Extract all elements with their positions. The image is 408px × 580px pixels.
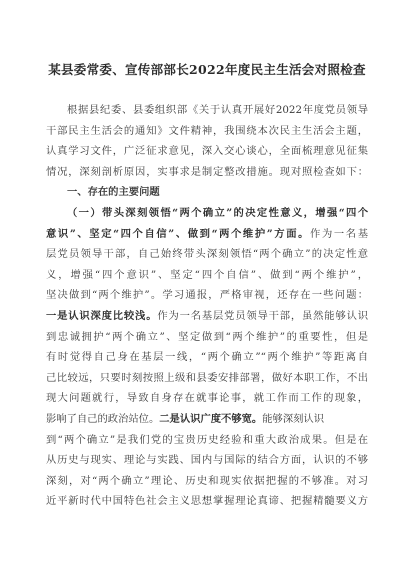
point-1-line-1 — [46, 306, 368, 327]
body-line-1: 层党员领导干部，自己始终带头深刻领悟“两个确立”的决定性意 — [46, 248, 368, 261]
subsection-heading-line-2 — [46, 224, 368, 245]
point-2-line-2: 到“两个确立”是我们党的宝贵历史经验和重大政治成果。但是在 — [46, 433, 368, 446]
intro-line-3: 认真学习文件，广泛征求意见，深入交心谈心，全面梳理意见征集 — [46, 145, 368, 158]
point-1-line-3: 有时觉得自己身在基层一线，“两个确立”“两个维护”等距离自 — [46, 351, 368, 364]
document-title: 某县委常委、宣传部部长2022年度民主生活会对照检查 — [48, 62, 366, 77]
point-1-line-1-rest: 作为一名基层党员领导干部，虽然能够认识 — [157, 309, 368, 322]
point-2-line-5: 近平新时代中国特色社会主义思想掌握理论真谛、把握精髓要义方 — [46, 495, 368, 508]
point-1-lead: 一是认识深度比较浅。 — [46, 309, 158, 322]
intro-line-1: 根据县纪委、县委组织部《关于认真开展好2022年度党员领导 — [67, 104, 368, 116]
point-1-line-2: 到忠诚拥护“两个确立”、坚定做到“两个维护”的重要性，但是 — [46, 330, 368, 343]
point-1-line-4: 己比较远，只要时刻按照上级和县委安排部署，做好本职工作，不出 — [46, 371, 368, 384]
point-1-line-6-text: 影响了自己的政治站位。 — [46, 412, 160, 425]
subsection-heading-line-2-tail: 作为一名基 — [310, 227, 368, 240]
body-line-2: 义，增强“四个意识”、坚定“四个自信”、做到“两个维护”， — [46, 268, 368, 281]
point-1-line-6 — [46, 409, 368, 430]
section-heading-problems: 一、存在的主要问题 — [67, 186, 160, 199]
intro-line-2: 干部民主生活会的通知》文件精神，我围绕本次民主生活会主题， — [46, 124, 368, 137]
intro-line-4: 情况，深刻剖析原因，实事求是制定整改措施。现对照检查如下： — [46, 165, 368, 178]
point-1-line-5: 现大问题就行，导致自身存在就事论事，就工作而工作的现象， — [46, 392, 368, 405]
point-2-first: 能够深刻认识 — [262, 412, 325, 425]
subsection-heading-line-1: （一）带头深刻领悟“两个确立”的决定性意义，增强“四个 — [67, 206, 368, 219]
body-line-3: 坚决做到“两个维护”。学习通报，严格审视，还存在一些问题： — [46, 289, 368, 302]
point-2-line-3: 从历史与现实、理论与实践、国内与国际的结合方面，认识的不够 — [46, 454, 368, 467]
subsection-heading-line-2-bold: 意识”、坚定“四个自信”、做到“两个维护”方面。 — [46, 227, 311, 240]
point-2-lead: 二是认识广度不够宽。 — [159, 412, 263, 425]
point-2-line-4: 深刻，对“两个确立”理论、历史和现实依据把握的不够准。对习 — [46, 474, 368, 487]
